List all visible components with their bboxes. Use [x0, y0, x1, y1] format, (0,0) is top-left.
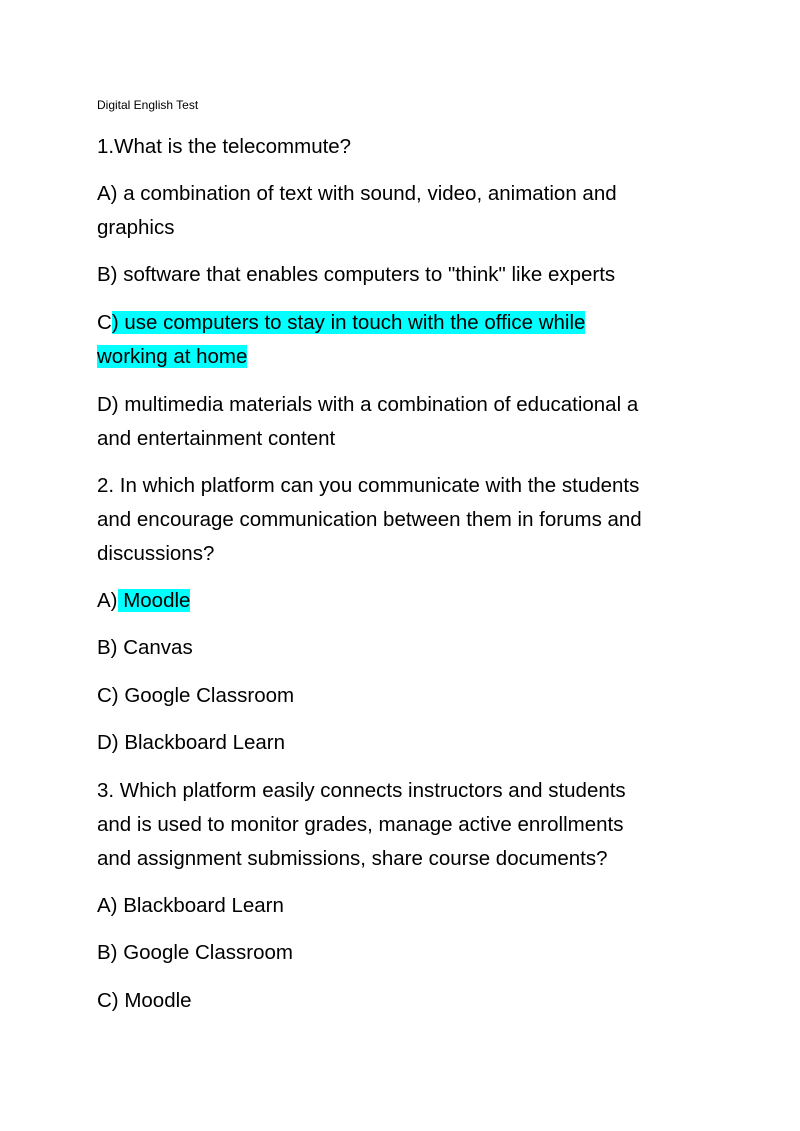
q3-option-b-text: B) Google Classroom [97, 941, 293, 964]
q1-option-c-answer-highlight: ) use computers to stay in touch with the office while [111, 311, 586, 334]
q2-option-b [97, 631, 717, 665]
q2-option-b-text: B) Canvas [97, 636, 193, 659]
q1-option-c [97, 306, 717, 374]
q1-option-c-answer-highlight-line2: working at home [97, 345, 248, 368]
question-2-line1: 2. In which platform can you communicate with the students [97, 474, 640, 497]
question-3 [97, 774, 717, 876]
q3-option-c [97, 984, 717, 1018]
question-2 [97, 469, 717, 571]
q3-option-a [97, 889, 717, 923]
q3-option-c-text: C) Moodle [97, 989, 192, 1012]
question-1 [97, 130, 717, 164]
q1-option-a [97, 177, 717, 245]
q1-option-a-line2: graphics [97, 216, 175, 239]
q2-option-c-text: C) Google Classroom [97, 684, 295, 707]
question-3-line3: and assignment submissions, share course documents? [97, 847, 608, 870]
q1-option-d-line2: and entertainment content [97, 427, 336, 450]
q2-option-d-text: D) Blackboard Learn [97, 731, 286, 754]
q1-option-b-text: B) software that enables computers to "think" like experts [97, 263, 616, 286]
q1-option-a-line1: A) a combination of text with sound, video, animation and [97, 182, 617, 205]
question-2-line3: discussions? [97, 542, 215, 565]
q3-option-b [97, 936, 717, 970]
q2-option-a-prefix: A) [97, 589, 118, 612]
q2-option-c [97, 679, 717, 713]
question-3-line1: 3. Which platform easily connects instructors and students [97, 779, 626, 802]
question-3-line2: and is used to monitor grades, manage active enrollments [97, 813, 624, 836]
question-2-line2: and encourage communication between them in forums and [97, 508, 642, 531]
q1-option-d [97, 388, 717, 456]
q1-option-b [97, 258, 717, 292]
question-1-text: 1.What is the telecommute? [97, 135, 352, 158]
q2-option-a [97, 584, 717, 618]
q3-option-a-text: A) Blackboard Learn [97, 894, 284, 917]
q1-option-d-line1: D) multimedia materials with a combination of educational a [97, 393, 639, 416]
document-header: Digital English Test [97, 98, 199, 112]
q2-option-a-answer-highlight: Moodle [117, 589, 191, 612]
q1-option-c-prefix: C [97, 311, 112, 334]
q2-option-d [97, 726, 717, 760]
